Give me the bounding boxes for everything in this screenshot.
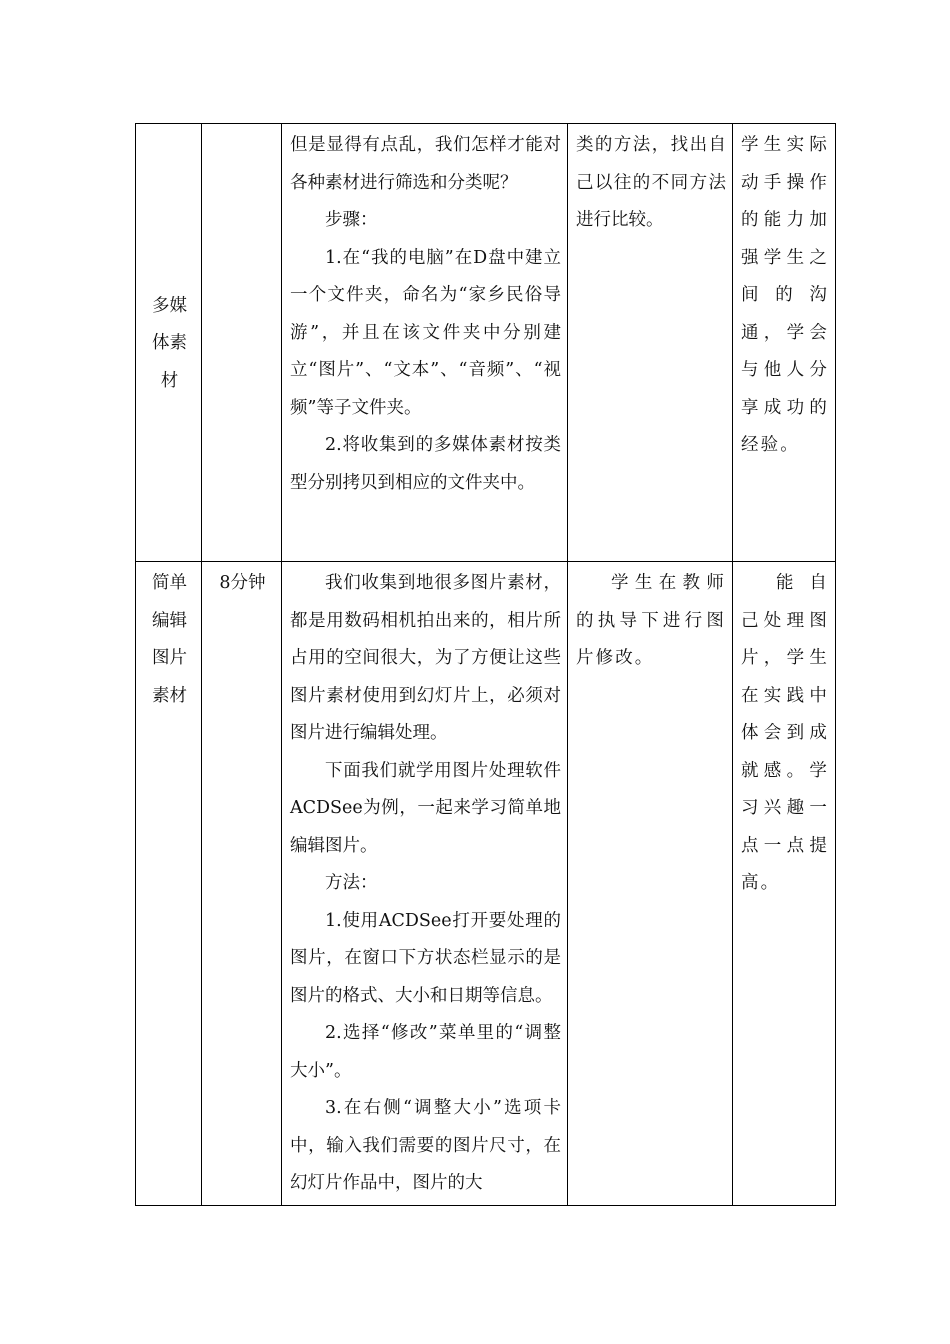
student-text: 学生在教师的执导下进行图片修改。 bbox=[576, 573, 726, 668]
student-activity-cell bbox=[568, 562, 733, 1206]
table-row bbox=[136, 562, 836, 1206]
table-row bbox=[136, 124, 836, 562]
paragraph: 2.选择“修改”菜单里的“调整大小”。 bbox=[290, 1023, 561, 1081]
topic-line: 多媒 bbox=[152, 295, 187, 316]
paragraph: 下面我们就学用图片处理软件ACDSee为例，一起来学习简单地编辑图片。 bbox=[290, 760, 561, 856]
teacher-activity-cell bbox=[282, 124, 568, 562]
design-intent-cell bbox=[733, 562, 836, 1206]
teacher-activity-cell bbox=[282, 562, 568, 1206]
topic-cell bbox=[136, 124, 202, 562]
lesson-plan-table bbox=[135, 123, 836, 1206]
student-activity-cell bbox=[568, 124, 733, 562]
topic-line: 编辑 bbox=[152, 610, 187, 631]
intent-text: 学生实际动手操作的能力加强学生之间的沟通，学会与他人分享成功的经验。 bbox=[741, 135, 829, 455]
student-text: 类的方法，找出自己以往的不同方法进行比较。 bbox=[576, 135, 726, 230]
time-text: 8分钟 bbox=[219, 573, 266, 593]
paragraph: 步骤： bbox=[325, 210, 378, 230]
time-text bbox=[202, 124, 281, 127]
paragraph: 3.在右侧“调整大小”选项卡中，输入我们需要的图片尺寸，在幻灯片作品中，图片的大 bbox=[290, 1098, 561, 1193]
time-cell bbox=[202, 562, 282, 1206]
intent-text: 能自己处理图片，学生在实践中体会到成就感。学习兴趣一点一点提高。 bbox=[741, 573, 829, 893]
paragraph: 但是显得有点乱，我们怎样才能对各种素材进行筛选和分类呢？ bbox=[290, 135, 561, 193]
topic-line: 图片 bbox=[152, 648, 187, 668]
paragraph: 1.使用ACDSee打开要处理的图片，在窗口下方状态栏显示的是图片的格式、大小和日期等信息。 bbox=[290, 910, 561, 1006]
topic-line: 体素 bbox=[152, 333, 187, 354]
paragraph: 2.将收集到的多媒体素材按类型分别拷贝到相应的文件夹中。 bbox=[290, 435, 561, 493]
topic-cell bbox=[136, 562, 202, 1206]
design-intent-cell bbox=[733, 124, 836, 562]
topic-line: 素材 bbox=[152, 685, 187, 706]
paragraph: 1.在“我的电脑”在D盘中建立一个文件夹，命名为“家乡民俗导游”，并且在该文件夹中分别建立“图片”、“文本”、“音频”、“视频”等子文件夹。 bbox=[290, 247, 561, 418]
paragraph: 我们收集到地很多图片素材，都是用数码相机拍出来的，相片所占用的空间很大，为了方便让这些图片素材使用到幻灯片上，必须对图片进行编辑处理。 bbox=[290, 573, 561, 743]
time-cell bbox=[202, 124, 282, 562]
topic-line: 材 bbox=[160, 370, 179, 391]
topic-line: 简单 bbox=[152, 573, 187, 593]
paragraph: 方法： bbox=[325, 873, 378, 893]
